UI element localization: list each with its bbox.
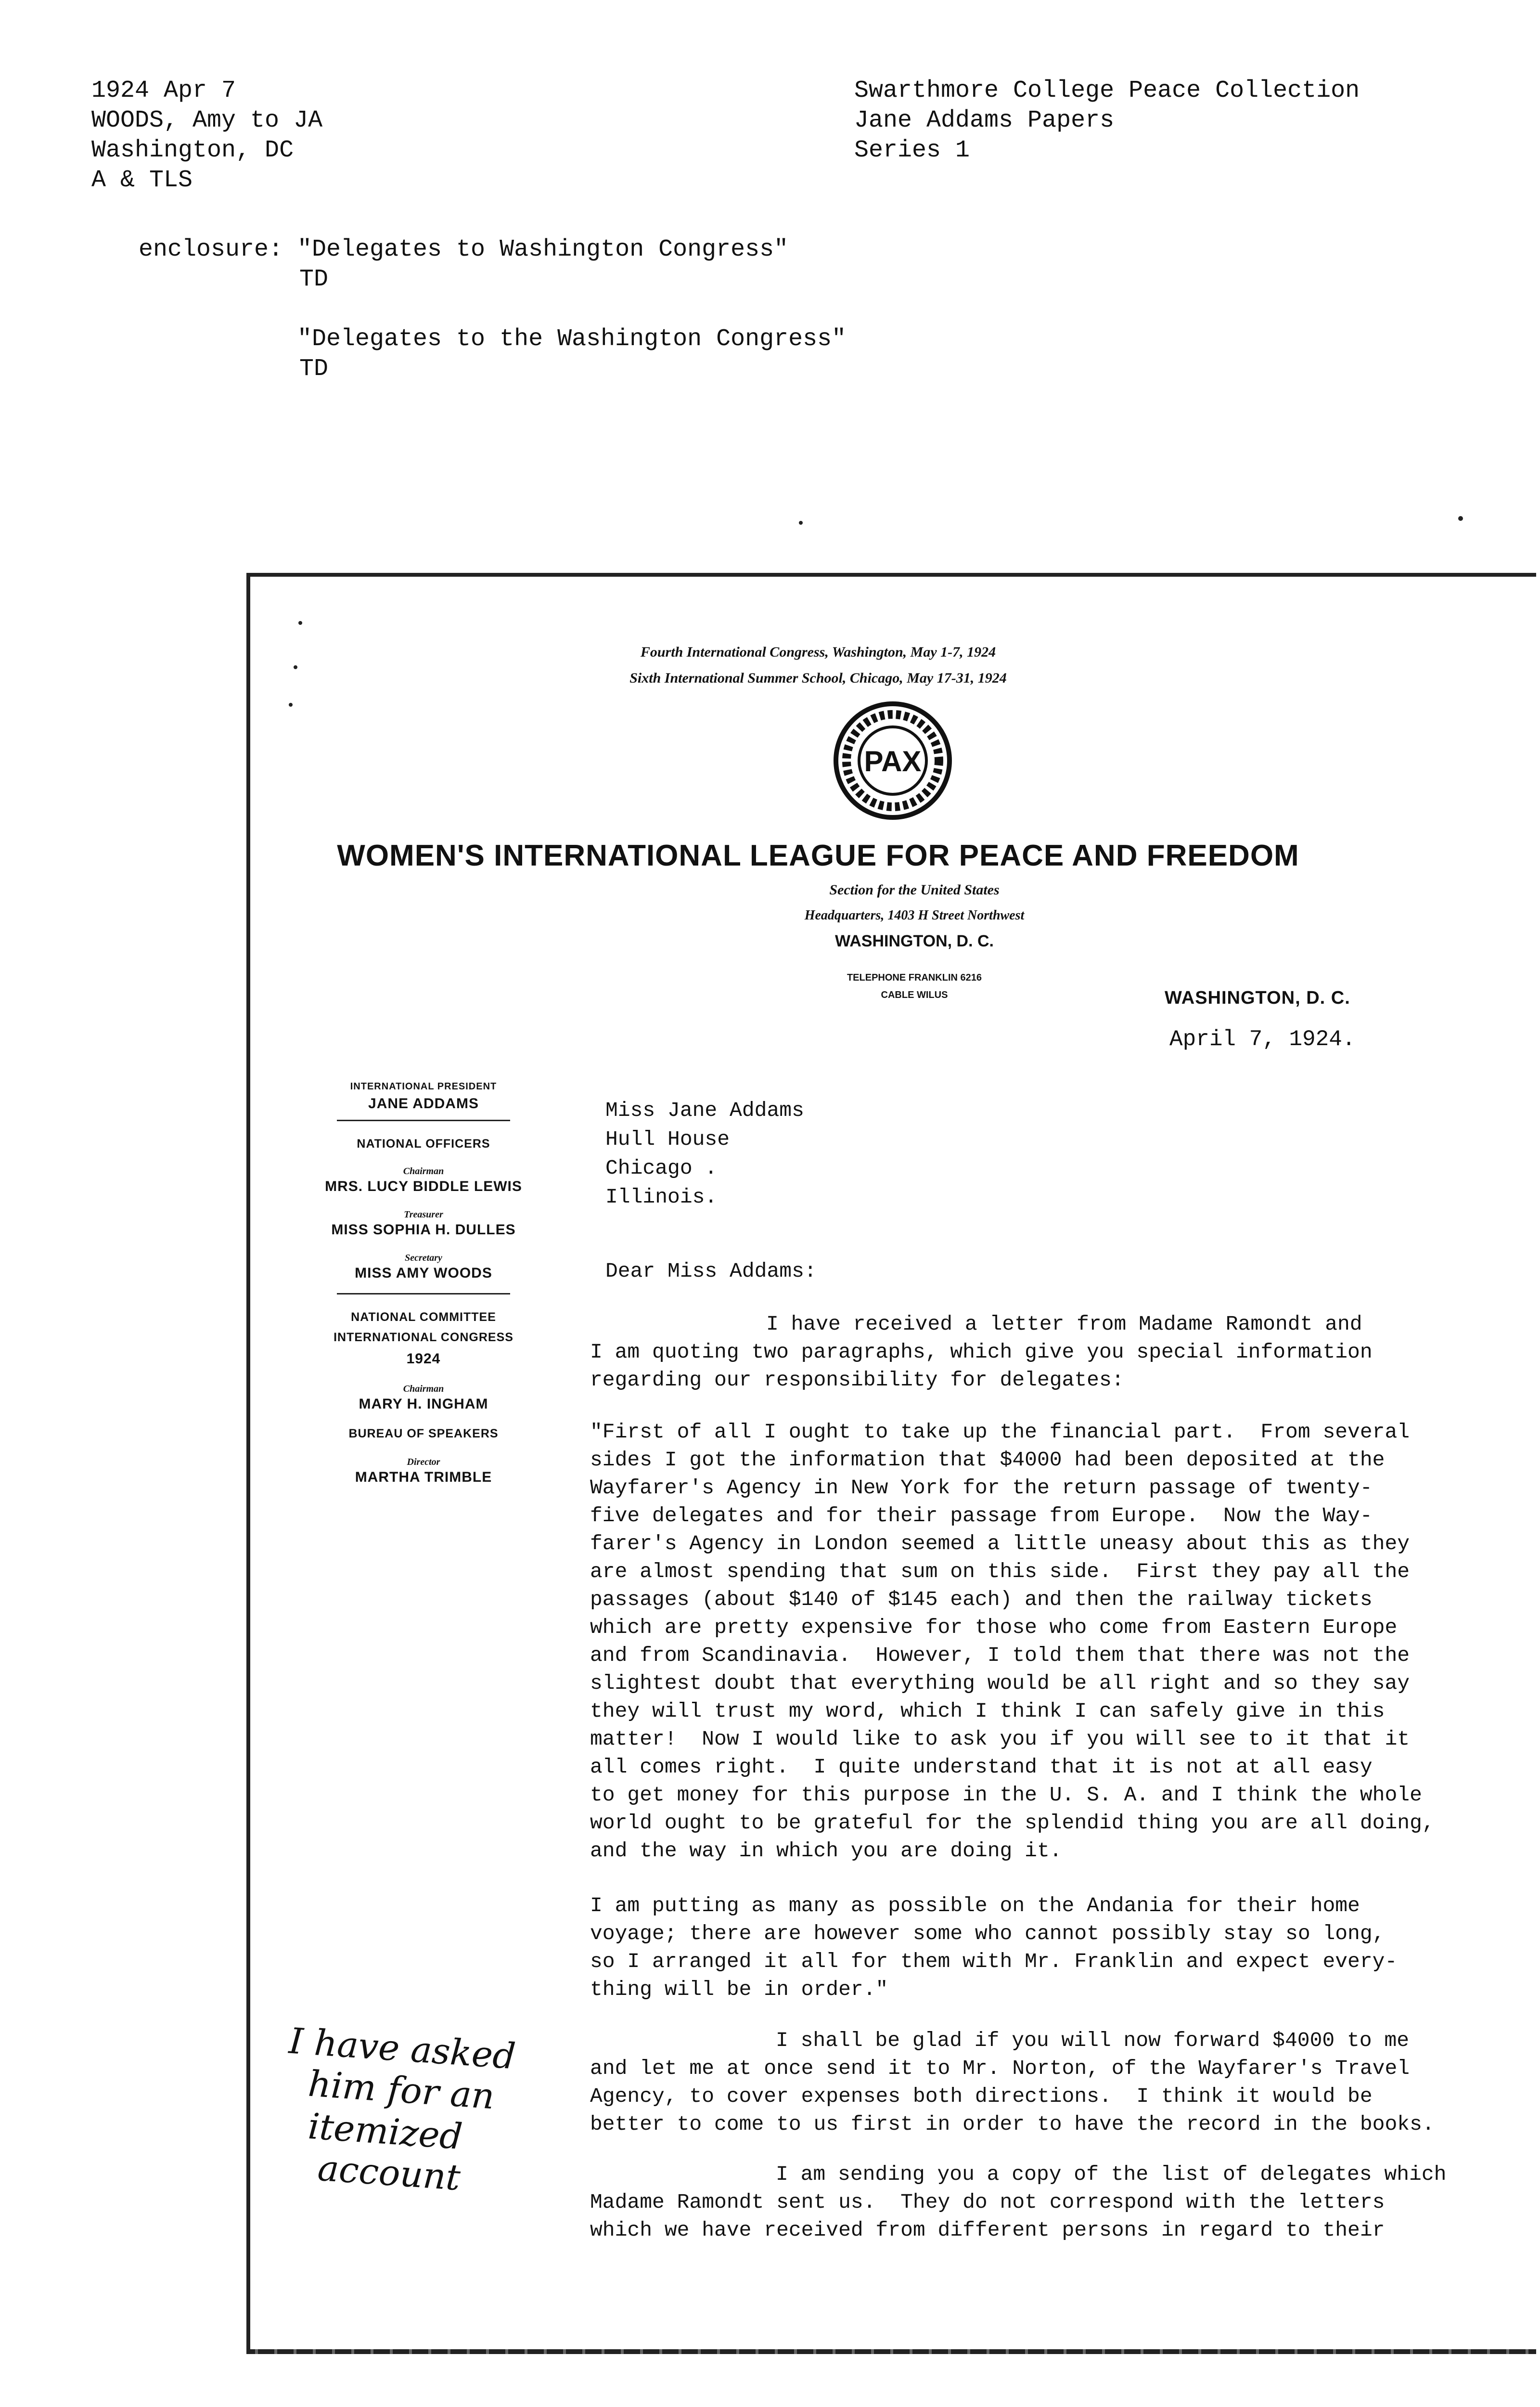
cover-place: Washington, DC (91, 137, 294, 164)
treasurer-label: Treasurer (404, 1209, 443, 1220)
committee-chairman-name: MARY H. INGHAM (359, 1396, 488, 1412)
address-line: Illinois. (605, 1185, 718, 1209)
headquarters-city: WASHINGTON, D. C. (835, 932, 994, 950)
sidebar-divider (337, 1293, 510, 1294)
body-line: which we have received from different persons in regard to their (590, 2218, 1385, 2242)
intl-president-label: INTERNATIONAL PRESIDENT (350, 1081, 497, 1092)
committee-chairman-label: Chairman (403, 1384, 444, 1394)
body-line: they will trust my word, which I think I can safely give in this (590, 1699, 1385, 1723)
handwriting-line: I have asked (287, 2020, 517, 2078)
sidebar-divider (337, 1120, 510, 1121)
body-line: world ought to be grateful for the splendid thing you are all doing, (590, 1811, 1435, 1835)
body-line: farer's Agency in London seemed a little uneasy about this as they (590, 1532, 1410, 1555)
body-line: are almost spending that sum on this side. First they pay all the (590, 1560, 1410, 1583)
international-congress-heading: INTERNATIONAL CONGRESS (334, 1331, 513, 1344)
letter-place: WASHINGTON, D. C. (1165, 988, 1350, 1008)
chairman-name: MRS. LUCY BIDDLE LEWIS (325, 1178, 522, 1194)
body-line: I am sending you a copy of the list of delegates which (776, 2162, 1447, 2186)
body-line: Wayfarer's Agency in New York for the return passage of twenty- (590, 1476, 1373, 1500)
address-line: Chicago . (605, 1156, 718, 1180)
handwriting-line: itemized (307, 2105, 464, 2158)
scan-speck (1458, 516, 1463, 521)
enclosure-title-2: "Delegates to the Washington Congress" (297, 325, 847, 353)
summer-school-line: Sixth International Summer School, Chicago, May 17-31, 1924 (629, 670, 1007, 686)
body-line: thing will be in order." (590, 1978, 888, 2001)
chairman-label: Chairman (403, 1166, 444, 1177)
body-line: sides I got the information that $4000 had been deposited at the (590, 1448, 1385, 1472)
intl-president: JANE ADDAMS (368, 1096, 479, 1112)
director-label: Director (407, 1457, 440, 1467)
cable-address: CABLE WILUS (881, 990, 948, 1000)
body-line: I shall be glad if you will now forward $4000 to me (776, 2029, 1410, 2052)
body-line: slightest doubt that everything would be all right and so they say (590, 1671, 1410, 1695)
enclosure-type-2: TD (299, 355, 329, 383)
handwriting-line: account (316, 2147, 462, 2199)
organization-name: WOMEN'S INTERNATIONAL LEAGUE FOR PEACE AND FREEDOM (337, 839, 1299, 872)
congress-line: Fourth International Congress, Washington, May 1-7, 1924 (640, 644, 996, 660)
headquarters-line: Headquarters, 1403 H Street Northwest (804, 908, 1025, 923)
enclosure-label: enclosure: (139, 236, 283, 263)
body-line: five delegates and for their passage from Europe. Now the Way- (590, 1504, 1373, 1527)
body-line: voyage; there are however some who cannot possibly stay so long, (590, 1922, 1385, 1945)
cover-series: Series 1 (854, 137, 970, 164)
handwriting-line: him for an (307, 2063, 496, 2118)
director-name: MARTHA TRIMBLE (355, 1469, 492, 1485)
body-line: matter! Now I would like to ask you if you will see to it that it (590, 1727, 1410, 1751)
body-line: regarding our responsibility for delegates: (590, 1368, 1124, 1392)
cover-date: 1924 Apr 7 (91, 77, 236, 104)
telephone: TELEPHONE FRANKLIN 6216 (847, 972, 982, 983)
address-line: Miss Jane Addams (605, 1099, 804, 1122)
enclosure-title-1: "Delegates to Washington Congress" (297, 236, 789, 263)
body-line: better to come to us first in order to have the record in the books. (590, 2112, 1435, 2136)
body-line: all comes right. I quite understand that it is not at all easy (590, 1755, 1373, 1779)
seal-text: PAX (864, 745, 922, 777)
body-line: and the way in which you are doing it. (590, 1839, 1062, 1863)
body-line: Madame Ramondt sent us. They do not correspond with the letters (590, 2190, 1385, 2214)
body-line: which are pretty expensive for those who come from Eastern Europe (590, 1616, 1398, 1639)
committee-year: 1924 (406, 1351, 441, 1367)
body-line: I have received a letter from Madame Ramondt and (766, 1312, 1362, 1336)
address-line: Hull House (605, 1127, 730, 1151)
body-line: so I arranged it all for them with Mr. Franklin and expect every- (590, 1950, 1398, 1973)
cover-doc-type: A & TLS (91, 167, 193, 194)
scan-speck (799, 521, 803, 525)
cover-papers: Jane Addams Papers (854, 107, 1115, 134)
national-officers-heading: NATIONAL OFFICERS (357, 1137, 490, 1151)
body-line: I am quoting two paragraphs, which give you special information (590, 1340, 1373, 1364)
pax-seal-icon (830, 698, 955, 823)
secretary-label: Secretary (405, 1253, 442, 1263)
cover-collection: Swarthmore College Peace Collection (854, 77, 1360, 104)
body-line: and let me at once send it to Mr. Norton, of the Wayfarer's Travel (590, 2057, 1410, 2080)
cover-correspondents: WOODS, Amy to JA (91, 107, 323, 134)
section-line: Section for the United States (829, 882, 1000, 898)
enclosure-type-1: TD (299, 266, 329, 293)
body-line: to get money for this purpose in the U. S. A. and I think the whole (590, 1783, 1422, 1807)
secretary-name: MISS AMY WOODS (355, 1265, 492, 1281)
body-line: I am putting as many as possible on the Andania for their home (590, 1894, 1360, 1917)
bureau-of-speakers-heading: BUREAU OF SPEAKERS (348, 1427, 499, 1440)
treasurer-name: MISS SOPHIA H. DULLES (331, 1222, 516, 1238)
sheet-bottom-edge (246, 2349, 1536, 2354)
national-committee-heading: NATIONAL COMMITTEE (351, 1310, 496, 1324)
body-line: and from Scandinavia. However, I told them that there was not the (590, 1643, 1410, 1667)
body-line: Agency, to cover expenses both directions. I think it would be (590, 2084, 1373, 2108)
body-line: passages (about $140 of $145 each) and then the railway tickets (590, 1588, 1373, 1611)
salutation: Dear Miss Addams: (605, 1259, 817, 1283)
letter-date: April 7, 1924. (1169, 1027, 1356, 1052)
body-line: "First of all I ought to take up the financial part. From several (590, 1420, 1410, 1444)
